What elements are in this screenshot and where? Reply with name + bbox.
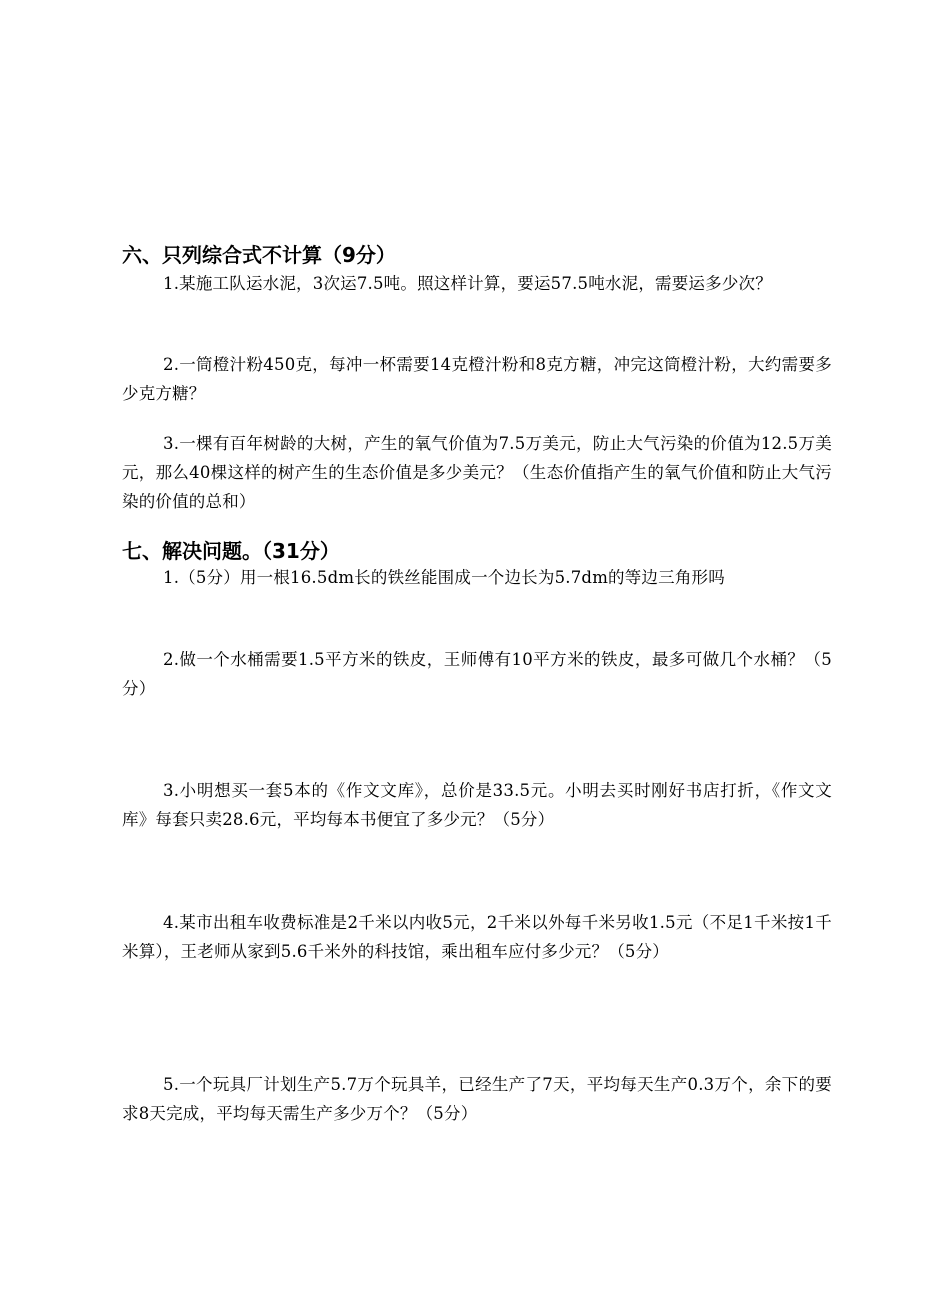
section-6-heading: 六、只列综合式不计算（9分） xyxy=(122,243,396,267)
section-7-question-4: 4.某市出租车收费标准是2千米以内收5元，2千米以外每千米另收1.5元（不足1千米按1千米算），王老师从家到5.6千米外的科技馆，乘出租车应付多少元？（5分） xyxy=(122,913,832,961)
section-7-question-3: 3.小明想买一套5本的《作文文库》，总价是33.5元。小明去买时刚好书店打折，《作文文库》每套只卖28.6元，平均每本书便宜了多少元？（5分） xyxy=(122,781,832,829)
section-6-question-1: 1.某施工队运水泥，3次运7.5吨。照这样计算，要运57.5吨水泥，需要运多少次？ xyxy=(163,274,772,293)
section-6-question-3: 3.一棵有百年树龄的大树，产生的氧气价值为7.5万美元，防止大气污染的价值为12.5万美元，那么40棵这样的树产生的生态价值是多少美元？（生态价值指产生的氧气价值和防止大气污染的价值的总和） xyxy=(122,434,832,511)
section-7-heading: 七、解决问题。（31分） xyxy=(122,539,340,563)
section-6-question-2: 2.一筒橙汁粉450克，每冲一杯需要14克橙汁粉和8克方糖，冲完这筒橙汁粉，大约需要多少克方糖？ xyxy=(122,355,832,403)
section-7-question-1: 1.（5分）用一根16.5dm长的铁丝能围成一个边长为5.7dm的等边三角形吗 xyxy=(163,568,725,587)
section-7-question-5: 5.一个玩具厂计划生产5.7万个玩具羊，已经生产了7天，平均每天生产0.3万个，余下的要求8天完成，平均每天需生产多少万个？（5分） xyxy=(122,1075,832,1123)
section-7-question-2: 2.做一个水桶需要1.5平方米的铁皮，王师傅有10平方米的铁皮，最多可做几个水桶？（5分） xyxy=(122,650,832,698)
